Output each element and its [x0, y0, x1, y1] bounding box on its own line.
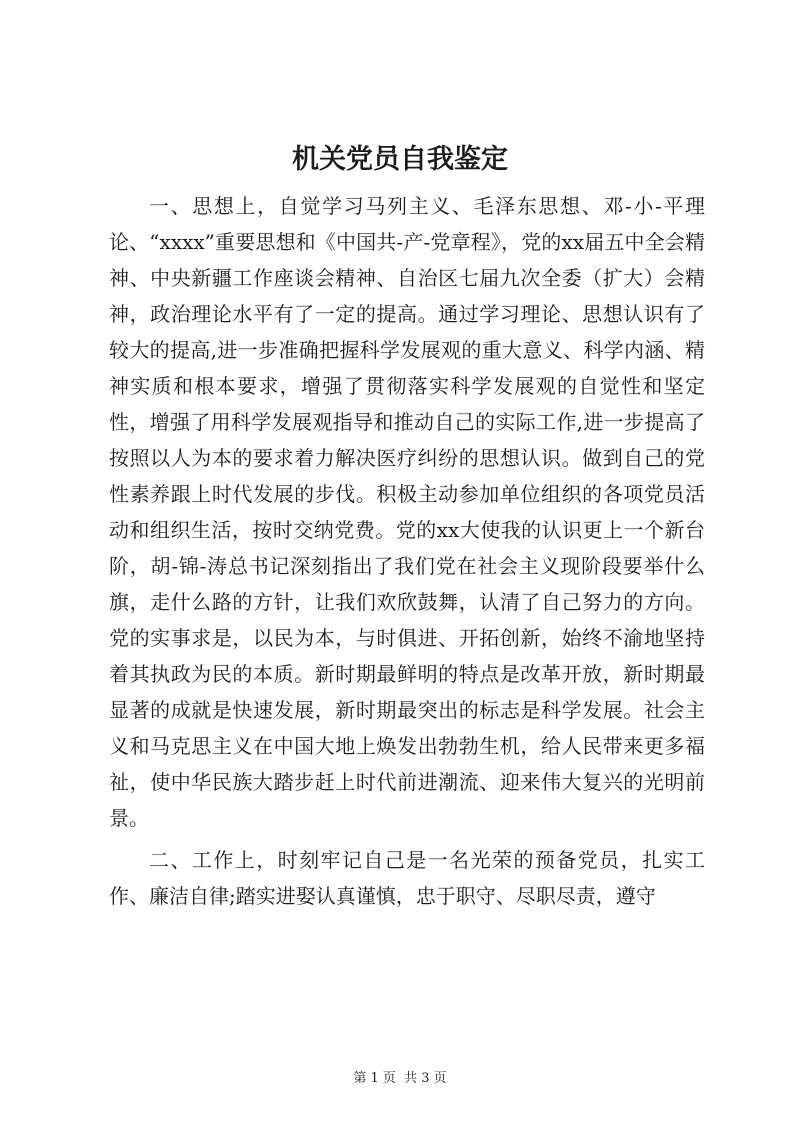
page-number: 第 1 页 共 3 页	[353, 1071, 447, 1086]
page-footer	[0, 1070, 800, 1088]
paragraph-work: 二、工作上，时刻牢记自己是一名光荣的预备党员，扎实工作、廉洁自律;踏实进娶认真谨慎，忠于职守、尽职尽责，遵守	[109, 848, 705, 908]
document-body	[109, 188, 705, 914]
paragraph-thought: 一、思想上，自觉学习马列主义、毛泽东思想、邓-小-平理论、“xxxx”重要思想和《中国共-产-党章程》，党的xx届五中全会精神、中央新疆工作座谈会精神、自治区七届九次全委（扩大）会精神，政治理论水平有了一定的提高。通过学习理论、思想认识有了较大的提高,进一步准确把握科学发展观的重大意义、科学内涵、精神实质和根本要求，增强了贯彻落实科学发展观的自觉性和坚定性，增强了用科学发展观指导和推动自己的实际工作,进一步提高了按照以人为本的要求着力解决医疗纠纷的思想认识。做到自己的党性素养跟上时代发展的步伐。积极主动参加单位组织的各项党员活动和组织生活，按时交纳党费。党的xx大使我的认识更上一个新台阶，胡-锦-涛总书记深刻指出了我们党在社会主义现阶段要举什么旗，走什么路的方针，让我们欢欣鼓舞，认清了自己努力的方向。党的实事求是，以民为本，与时俱进、开拓创新，始终不渝地坚持着其执政为民的本质。新时期最鲜明的特点是改革开放，新时期最显著的成就是快速发展，新时期最突出的标志是科学发展。社会主义和马克思主义在中国大地上焕发出勃勃生机，给人民带来更多福祉，使中华民族大踏步赶上时代前进潮流、迎来伟大复兴的光明前景。	[109, 194, 705, 830]
page-title: 机关党员自我鉴定	[292, 144, 508, 175]
